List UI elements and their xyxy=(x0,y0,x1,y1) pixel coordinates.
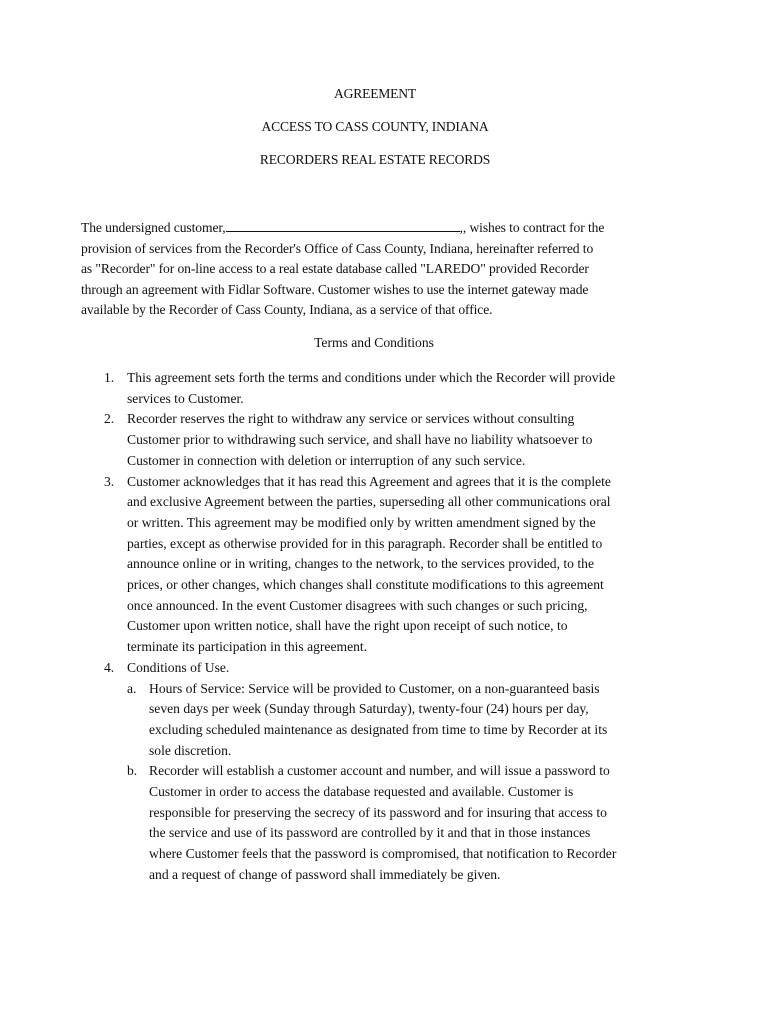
list-item xyxy=(0,658,770,679)
list-item xyxy=(0,472,770,658)
sub-item-line: Hours of Service: Service will be provided to Customer, on a non-guaranteed basis xyxy=(149,680,600,696)
sub-item-letter: b. xyxy=(127,763,138,779)
intro-text: The undersigned customer, xyxy=(81,220,226,235)
sub-item-line: the service and use of its password are controlled by it and that in those instances xyxy=(149,825,591,841)
intro-line: through an agreement with Fidlar Software. Customer wishes to use the internet gateway made xyxy=(81,281,589,297)
intro-line: provision of services from the Recorder's Office of Cass County, Indiana, hereinafter referred to xyxy=(81,240,594,256)
item-line: parties, except as otherwise provided for in this paragraph. Recorder shall be entitled to xyxy=(127,535,603,551)
item-line: Customer acknowledges that it has read this Agreement and agrees that it is the complete xyxy=(127,473,611,489)
customer-name-blank xyxy=(226,219,460,232)
item-line: Customer in connection with deletion or interruption of any such service. xyxy=(127,452,526,468)
sub-item-line: Recorder will establish a customer account and number, and will issue a password to xyxy=(149,763,610,779)
terms-list xyxy=(0,368,770,886)
sub-item-line: sole discretion. xyxy=(149,742,232,758)
item-line: services to Customer. xyxy=(127,390,244,406)
item-number: 4. xyxy=(104,659,115,675)
sub-item-line: and a request of change of password shall immediately be given. xyxy=(149,866,501,882)
document-title: AGREEMENT xyxy=(333,86,417,101)
item-line: Customer upon written notice, shall have the right upon receipt of such notice, to xyxy=(127,618,568,634)
item-number: 3. xyxy=(104,473,115,489)
intro-line: available by the Recorder of Cass County, Indiana, as a service of that office. xyxy=(81,302,493,317)
item-line: or written. This agreement may be modified only by written amendment signed by the xyxy=(127,514,596,530)
item-line: Conditions of Use. xyxy=(127,659,230,675)
intro-line: as "Recorder" for on-line access to a real estate database called "LAREDO" provided Recorder xyxy=(81,261,589,276)
sub-item-line: seven days per week (Sunday through Saturday), twenty-four (24) hours per day, xyxy=(149,701,589,717)
sub-item-line: Customer in order to access the database requested and available. Customer is xyxy=(149,784,574,800)
item-line: once announced. In the event Customer disagrees with such changes or such pricing, xyxy=(127,597,588,613)
sub-list-item xyxy=(0,679,770,762)
item-line: and exclusive Agreement between the parties, superseding all other communications oral xyxy=(127,494,611,510)
sub-item-letter: a. xyxy=(127,680,137,696)
document-subtitle-2: RECORDERS REAL ESTATE RECORDS xyxy=(259,152,491,167)
item-line: prices, or other changes, which changes shall constitute modifications to this agreement xyxy=(127,577,604,593)
sub-item-line: responsible for preserving the secrecy of its password and for insuring that access to xyxy=(149,804,607,820)
sub-item-line: excluding scheduled maintenance as designated from time to time by Recorder at its xyxy=(149,721,608,737)
intro-paragraph xyxy=(81,218,681,321)
item-line: Recorder reserves the right to withdraw any service or services without consulting xyxy=(127,411,575,427)
item-number: 1. xyxy=(104,370,115,385)
sub-list-item xyxy=(0,761,770,885)
item-line: terminate its participation in this agreement. xyxy=(127,639,368,655)
item-line: announce online or in writing, changes to the network, to the services provided, to the xyxy=(127,556,594,572)
item-line: This agreement sets forth the terms and conditions under which the Recorder will provide xyxy=(127,370,616,385)
intro-line-1 xyxy=(81,218,681,239)
list-item xyxy=(0,409,770,471)
list-item xyxy=(0,368,770,409)
item-number: 2. xyxy=(104,411,115,427)
terms-heading: Terms and Conditions xyxy=(314,335,434,350)
document-subtitle: ACCESS TO CASS COUNTY, INDIANA xyxy=(261,119,489,134)
sub-item-line: where Customer feels that the password is compromised, that notification to Recorder xyxy=(149,846,617,862)
intro-text: ,, wishes to contract for the xyxy=(459,220,605,235)
item-line: Customer prior to withdrawing such service, and shall have no liability whatsoever to xyxy=(127,432,593,448)
